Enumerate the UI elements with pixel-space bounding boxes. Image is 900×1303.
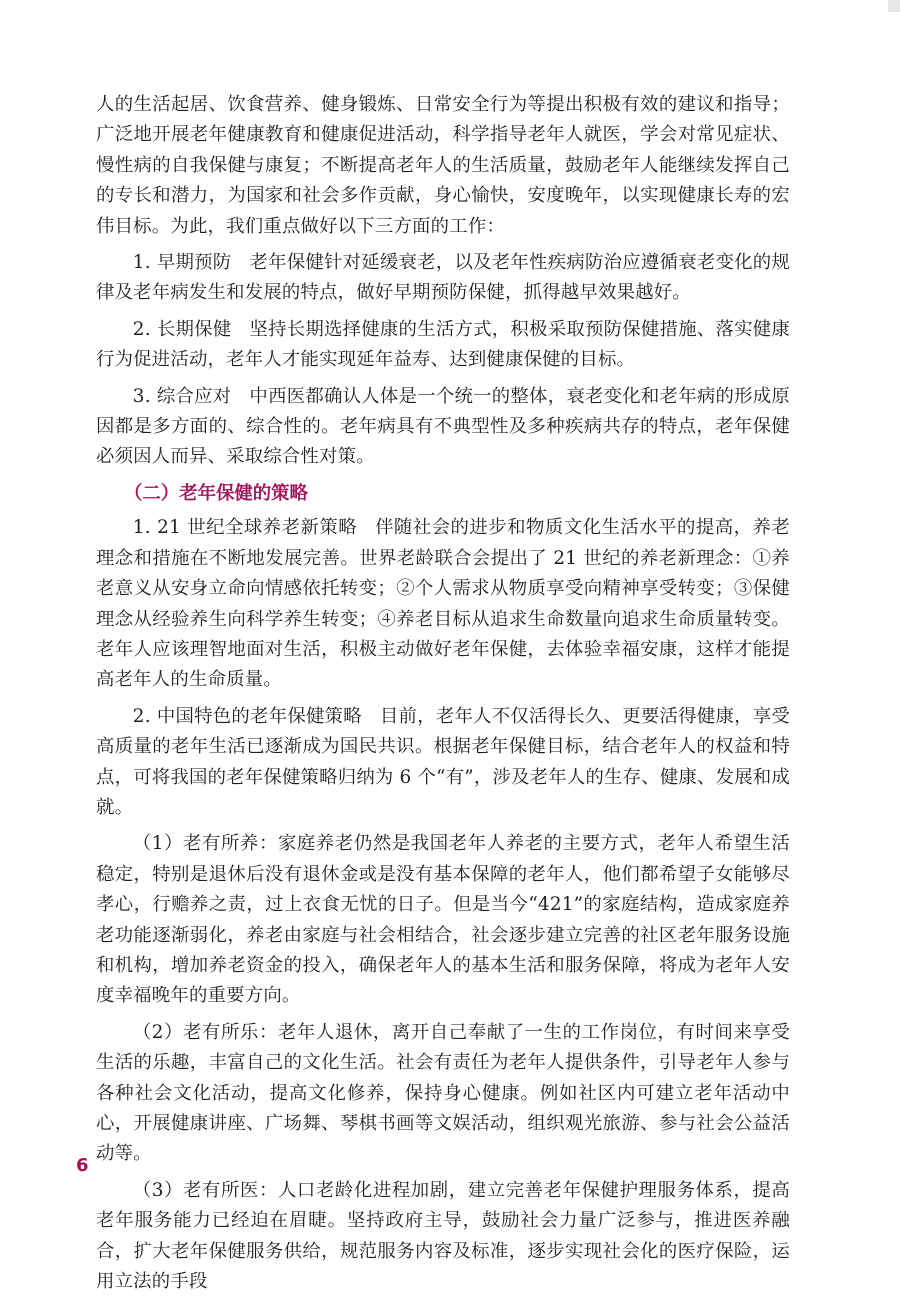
section-heading: （二）老年保健的策略 xyxy=(124,482,308,504)
paragraph: （2）老有所乐：老年人退休，离开自己奉献了一生的工作岗位，有时间来享受生活的乐趣，丰富自己的文化生活。社会有责任为老年人提供条件，引导老年人参与各种社会文化活动，提高文化修养，保持身心健康。例如社区内可建立老年活动中心，开展健康讲座、广场舞、琴棋书画等文娱活动，组织观光旅游、参与社会公益活动等。 xyxy=(96,1021,790,1165)
page-body xyxy=(96,90,790,1303)
paragraph: 1. 早期预防 老年保健针对延缓衰老，以及老年性疾病防治应遵循衰老变化的规律及老年病发生和发展的特点，做好早期预防保健，抓得越早效果越好。 xyxy=(96,252,790,304)
corner-mark xyxy=(888,0,900,12)
paragraph: （1）老有所养：家庭养老仍然是我国老年人养老的主要方式，老年人希望生活稳定，特别是退休后没有退休金或是没有基本保障的老年人，他们都希望子女能够尽孝心，行赡养之责，过上衣食无忧的日子。但是当今“421”的家庭结构，造成家庭养老功能逐渐弱化，养老由家庭与社会相结合，社会逐步建立完善的社区老年服务设施和机构，增加养老资金的投入，确保老年人的基本生活和服务保障，将成为老年人安度幸福晚年的重要方向。 xyxy=(96,833,790,1007)
paragraph: 2. 长期保健 坚持长期选择健康的生活方式，积极采取预防保健措施、落实健康行为促进活动，老年人才能实现延年益寿、达到健康保健的目标。 xyxy=(96,318,790,371)
paragraph: 1. 21 世纪全球养老新策略 伴随社会的进步和物质文化生活水平的提高，养老理念和措施在不断地发展完善。世界老龄联合会提出了 21 世纪的养老新理念：①养老意义从安身立命向情感依托转变；②个人需求从物质享受向精神享受转变；③保健理念从经验养生向科学养生转变；④养老目标从追求生命数量向追求生命质量转变。老年人应该理智地面对生活，积极主动做好老年保健，去体验幸福安康，这样才能提高老年人的生命质量。 xyxy=(96,517,790,691)
paragraph: 人的生活起居、饮食营养、健身锻炼、日常安全行为等提出积极有效的建议和指导；广泛地开展老年健康教育和健康促进活动，科学指导老年人就医，学会对常见症状、慢性病的自我保健与康复；不断提高老年人的生活质量，鼓励老年人能继续发挥自己的专长和潜力，为国家和社会多作贡献，身心愉快，安度晚年，以实现健康长寿的宏伟目标。为此，我们重点做好以下三方面的工作： xyxy=(96,94,790,237)
page-number: 6 xyxy=(76,1155,89,1176)
paragraph: （3）老有所医：人口老龄化进程加剧，建立完善老年保健护理服务体系，提高老年服务能力已经迫在眉睫。坚持政府主导，鼓励社会力量广泛参与，推进医养融合，扩大老年保健服务供给，规范服务内容及标准，逐步实现社会化的医疗保险，运用立法的手段 xyxy=(96,1179,790,1293)
paragraph: 3. 综合应对 中西医都确认人体是一个统一的整体，衰老变化和老年病的形成原因都是多方面的、综合性的。老年病具有不典型性及多种疾病共存的特点，老年保健必须因人而异、采取综合性对策。 xyxy=(96,385,790,468)
paragraph: 2. 中国特色的老年保健策略 目前，老年人不仅活得长久、更要活得健康，享受高质量的老年生活已逐渐成为国民共识。根据老年保健目标，结合老年人的权益和特点，可将我国的老年保健策略归纳为 6 个“有”，涉及老年人的生存、健康、发展和成就。 xyxy=(96,705,790,818)
